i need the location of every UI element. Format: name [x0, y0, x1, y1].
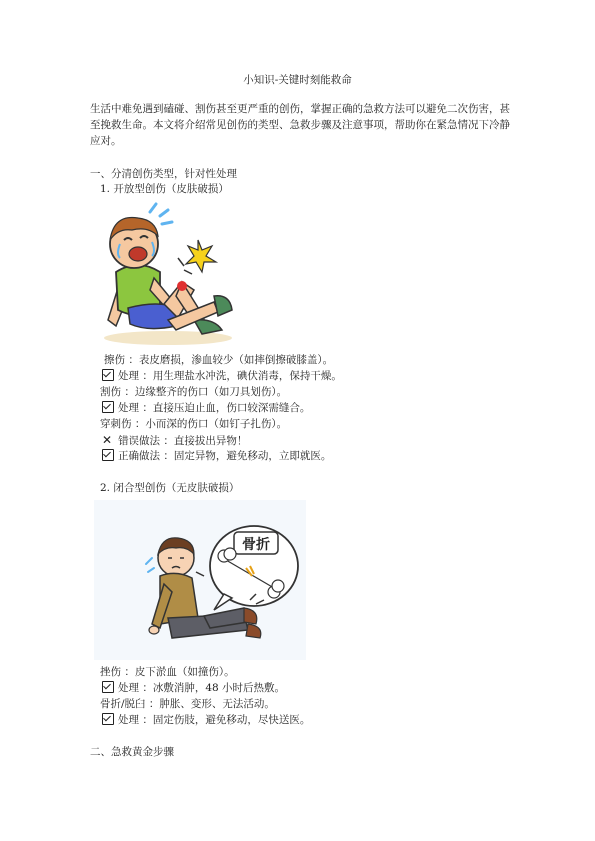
cut-treatment-line: 处理 ：直接压迫止血，伤口较深需缝合。 — [102, 400, 310, 416]
cross-icon: ✕ — [102, 433, 113, 447]
page-title: 小知识-关键时刻能救命 — [243, 74, 352, 86]
wrong-practice-line: ✕ 错误做法 ：直接拔出异物！ — [102, 433, 248, 447]
contusion-treatment-line: 处理 ：冰敷消肿，48 小时后热敷。 — [102, 680, 285, 696]
bubble-label: 骨折 — [242, 537, 270, 553]
section2-heading: 二、急救黄金步骤 — [90, 746, 174, 758]
abrasion-treatment-line: 处理 ：用生理盐水冲洗，碘伏消毒，保持干燥。 — [102, 368, 342, 384]
checkbox-icon — [102, 401, 114, 413]
fracture-line: 骨折/脱臼 ：肿胀、变形、无法活动。 — [100, 698, 275, 710]
right-practice-line: 正确做法 ：固定异物，避免移动，立即就医。 — [102, 448, 331, 464]
intro-paragraph: 生活中难免遇到磕碰、割伤甚至更严重的创伤，掌握正确的急救方法可以避免二次伤害，甚至挽救生命。本文将介绍常见创伤的类型、急救步骤及注意事项，帮助你在紧急情况下冷静应对。 — [90, 103, 510, 147]
sub2-heading: 2. 闭合型创伤（无皮肤破损） — [100, 482, 240, 494]
checkbox-icon — [102, 449, 114, 461]
fracture-treatment-line: 处理 ：固定伤肢，避免移动，尽快送医。 — [102, 712, 310, 728]
checkbox-icon — [102, 713, 114, 725]
section1-heading: 一、分清创伤类型，针对性处理 — [90, 168, 237, 180]
fracture-illustration — [94, 500, 306, 660]
cut-line: 割伤 ：边缘整齐的伤口（如刀具划伤）。 — [100, 386, 288, 398]
injured-knee-illustration — [98, 200, 238, 348]
checkbox-icon — [102, 681, 114, 693]
abrasion-line: 擦伤 ：表皮磨损，渗血较少（如摔倒擦破膝盖）。 — [104, 354, 334, 366]
puncture-line: 穿刺伤 ：小而深的伤口（如钉子扎伤）。 — [100, 418, 288, 430]
sub1-heading: 1. 开放型创伤（皮肤破损） — [100, 183, 229, 195]
checkbox-icon — [102, 369, 114, 381]
contusion-line: 挫伤 ：皮下淤血（如撞伤）。 — [100, 666, 235, 678]
